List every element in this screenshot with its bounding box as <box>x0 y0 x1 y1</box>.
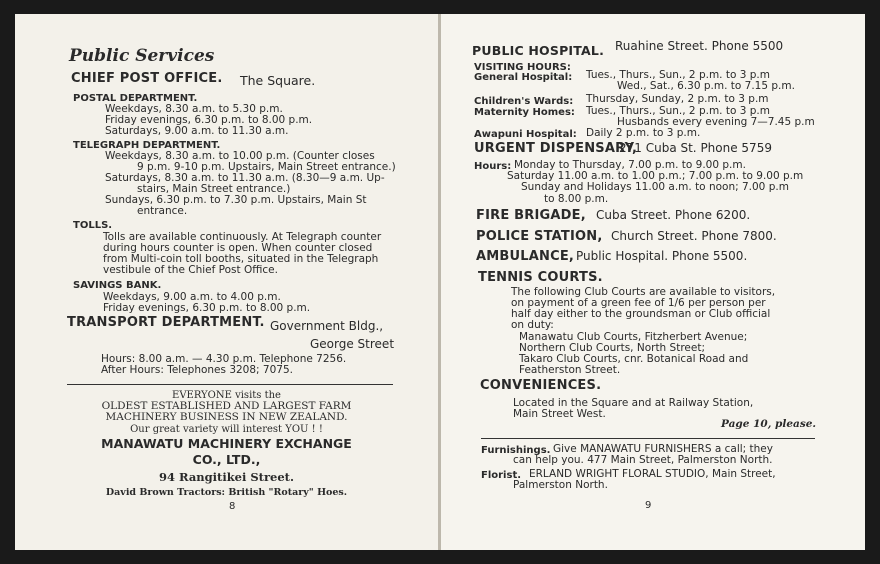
visiting-line: Tues., Thurs., Sun., 2 p.m. to 3 p.m <box>586 69 770 81</box>
postal-title: POSTAL DEPARTMENT. <box>73 93 198 104</box>
savings-line: Weekdays, 9.00 a.m. to 4.00 p.m. <box>103 291 281 303</box>
postal-line: Saturdays, 9.00 a.m. to 11.30 a.m. <box>105 125 289 137</box>
tennis-court: Manawatu Club Courts, Fitzherbert Avenue; <box>519 331 748 343</box>
visiting-line: Thursday, Sunday, 2 p.m. to 3 p.m <box>586 93 769 105</box>
tennis-line: The following Club Courts are available to visitors, <box>511 286 776 298</box>
post-office-location: The Square. <box>240 73 316 88</box>
conveniences-line: Main Street West. <box>513 408 606 420</box>
dispensary-hours-line: to 8.00 p.m. <box>544 193 609 205</box>
tennis-title: TENNIS COURTS. <box>478 270 603 285</box>
tennis-line: on duty: <box>511 319 554 331</box>
conveniences-line: Located in the Square and at Railway Station, <box>513 397 754 409</box>
postal-line: Friday evenings, 6.30 p.m. to 8.00 p.m. <box>105 114 313 126</box>
dispensary-hours-line: Sunday and Holidays 11.00 a.m. to noon; 7.00 p.m <box>521 181 789 193</box>
dispensary-hours-line: Monday to Thursday, 7.00 p.m. to 9.00 p.m. <box>514 159 746 171</box>
page-heading: Public Services <box>69 46 215 66</box>
tolls-line: from Multi-coin toll booths, situated in the Telegraph <box>103 253 379 265</box>
fire-detail: Cuba Street. Phone 6200. <box>596 208 751 222</box>
ad-line: MACHINERY BUSINESS IN NEW ZEALAND. <box>105 411 348 423</box>
furnishings-line: can help you. 477 Main Street, Palmerston North. <box>513 454 773 466</box>
transport-title: TRANSPORT DEPARTMENT. <box>67 315 265 330</box>
ambulance-title: AMBULANCE, <box>476 249 575 264</box>
ad-company: MANAWATU MACHINERY EXCHANGE <box>101 436 352 451</box>
telegraph-line: Saturdays, 8.30 a.m. to 11.30 a.m. (8.30—9 a.m. Up- <box>105 172 385 184</box>
divider <box>481 438 815 439</box>
visiting-line: Tues., Thurs., Sun., 2 p.m. to 3 p.m <box>586 105 770 117</box>
page-number: 8 <box>229 501 236 512</box>
ad-line: Our great variety will interest YOU ! ! <box>130 424 323 435</box>
dispensary-hours-line: Saturday 11.00 a.m. to 1.00 p.m.; 7.00 p.m. to 9.00 p.m <box>507 170 804 182</box>
hospital-detail: Ruahine Street. Phone 5500 <box>615 39 784 53</box>
telegraph-line: 9 p.m. 9-10 p.m. Upstairs, Main Street entrance.) <box>137 161 396 173</box>
tolls-line: vestibule of the Chief Post Office. <box>103 264 278 276</box>
visiting-line: Daily 2 p.m. to 3 p.m. <box>586 127 701 139</box>
ad-line: David Brown Tractors: British "Rotary" Hoes. <box>105 487 348 498</box>
telegraph-line: Weekdays, 8.30 a.m. to 10.00 p.m. (Counter closes <box>105 150 375 162</box>
ambulance-detail: Public Hospital. Phone 5500. <box>576 249 748 263</box>
conveniences-title: CONVENIENCES. <box>480 378 602 393</box>
post-office-title: CHIEF POST OFFICE. <box>71 71 223 86</box>
fire-title: FIRE BRIGADE, <box>476 208 586 223</box>
furnishings-line: Give MANAWATU FURNISHERS a call; they <box>553 443 773 455</box>
left-page <box>15 14 438 550</box>
visiting-label: General Hospital: <box>474 72 573 83</box>
tennis-court: Northern Club Courts, North Street; <box>519 342 705 354</box>
dispensary-hours-label: Hours: <box>474 161 512 172</box>
ad-line: OLDEST ESTABLISHED AND LARGEST FARM <box>101 400 352 412</box>
tolls-line: during hours counter is open. When counter closed <box>103 242 373 254</box>
visiting-line: Wed., Sat., 6.30 p.m. to 7.15 p.m. <box>617 80 795 92</box>
dispensary-detail: 271 Cuba St. Phone 5759 <box>619 141 772 155</box>
right-page <box>441 14 865 550</box>
transport-line: Hours: 8.00 a.m. — 4.30 p.m. Telephone 7256. <box>101 353 347 365</box>
telegraph-title: TELEGRAPH DEPARTMENT. <box>73 140 221 151</box>
florist-label: Florist. <box>481 470 522 481</box>
telegraph-line: stairs, Main Street entrance.) <box>137 183 291 195</box>
telegraph-line: Sundays, 6.30 p.m. to 7.30 p.m. Upstairs, Main St <box>105 194 367 206</box>
hospital-title: PUBLIC HOSPITAL. <box>472 43 605 58</box>
ad-line: EVERYONE visits the <box>172 390 281 401</box>
visiting-title: VISITING HOURS: <box>474 62 571 73</box>
florist-line: ERLAND WRIGHT FLORAL STUDIO, Main Street, <box>529 468 776 480</box>
tennis-court: Takaro Club Courts, cnr. Botanical Road and <box>519 353 749 365</box>
savings-title: SAVINGS BANK. <box>73 280 162 291</box>
tennis-court: Featherston Street. <box>519 364 621 376</box>
telegraph-line: entrance. <box>137 205 188 217</box>
tennis-line: half day either to the groundsman or Club official <box>511 308 771 320</box>
visiting-label: Awapuni Hospital: <box>474 129 577 140</box>
page-turn-note: Page 10, please. <box>721 418 817 430</box>
police-detail: Church Street. Phone 7800. <box>611 229 777 243</box>
tolls-title: TOLLS. <box>73 220 113 231</box>
furnishings-label: Furnishings. <box>481 445 551 456</box>
divider <box>67 384 393 385</box>
postal-line: Weekdays, 8.30 a.m. to 5.30 p.m. <box>105 103 283 115</box>
visiting-line: Husbands every evening 7—7.45 p.m <box>617 116 815 128</box>
dispensary-title: URGENT DISPENSARY, <box>474 141 638 156</box>
ad-company: CO., LTD., <box>192 452 261 467</box>
page-number: 9 <box>645 500 652 511</box>
tolls-line: Tolls are available continuously. At Telegraph counter <box>103 231 382 243</box>
visiting-label: Maternity Homes: <box>474 107 575 118</box>
savings-line: Friday evenings, 6.30 p.m. to 8.00 p.m. <box>103 302 311 314</box>
police-title: POLICE STATION, <box>476 229 603 244</box>
tennis-line: on payment of a green fee of 1/6 per person per <box>511 297 766 309</box>
ad-address: 94 Rangitikei Street. <box>158 470 294 484</box>
transport-line: After Hours: Telephones 3208; 7075. <box>101 364 293 376</box>
visiting-label: Children's Wards: <box>474 96 574 107</box>
transport-location: George Street <box>310 337 395 351</box>
transport-location: Government Bldg., <box>270 319 384 333</box>
florist-line: Palmerston North. <box>513 479 608 491</box>
